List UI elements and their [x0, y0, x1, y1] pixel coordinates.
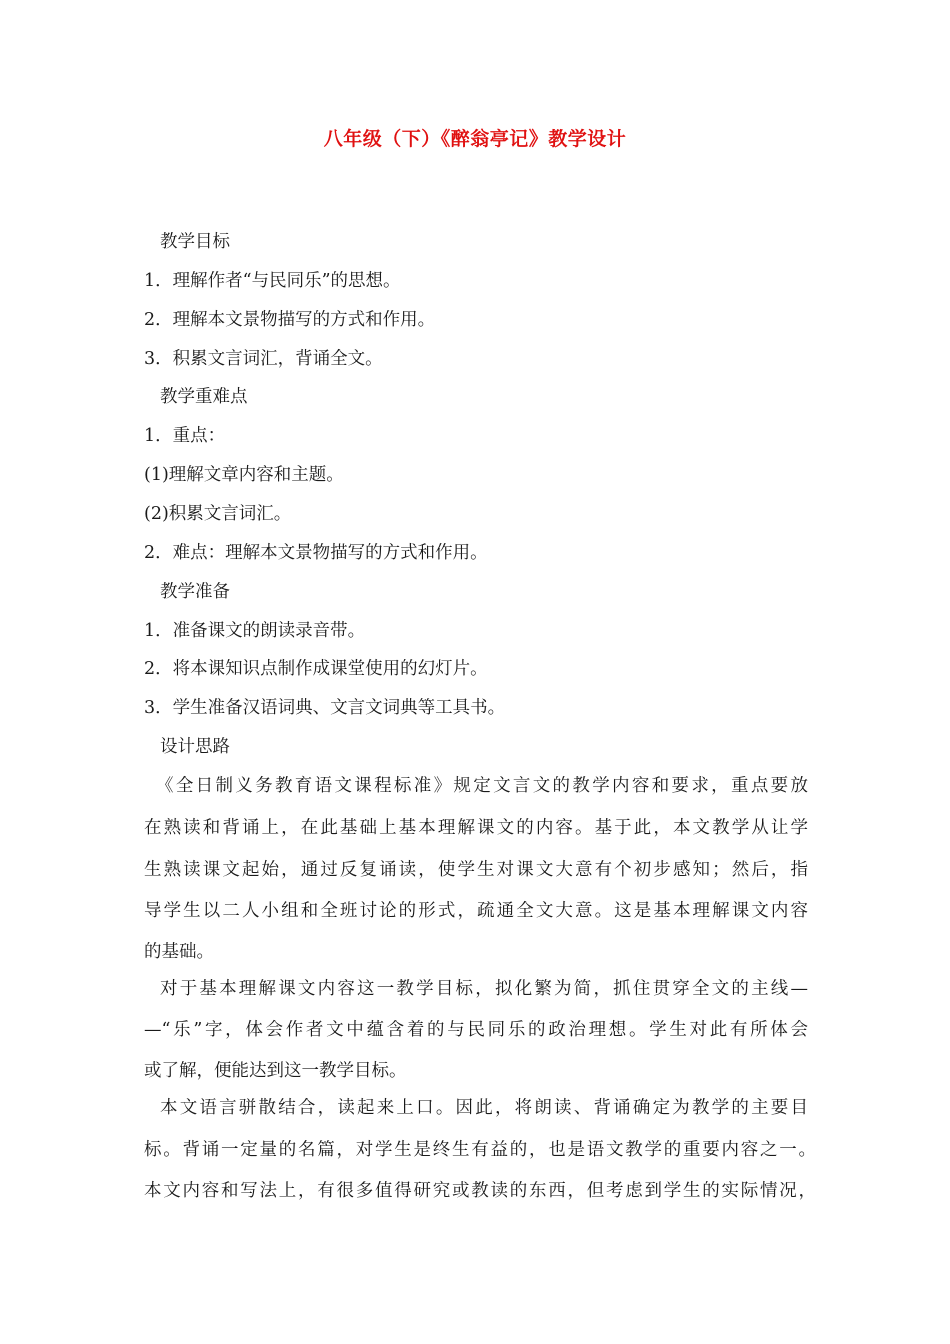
section-heading-goals: 教学目标: [160, 232, 230, 252]
paragraph-line: 导学生以二人小组和全班讨论的形式，疏通全文大意。这是基本理解课文内容: [144, 901, 808, 921]
section-heading-key-points: 教学重难点: [160, 387, 248, 407]
paragraph-line: 本文语言骈散结合，读起来上口。因此，将朗读、背诵确定为教学的主要目: [160, 1098, 808, 1118]
key-point-item: 2．难点：理解本文景物描写的方式和作用。: [144, 543, 488, 563]
section-heading-preparation: 教学准备: [160, 582, 230, 602]
paragraph-line: 标。背诵一定量的名篇，对学生是终生有益的，也是语文教学的重要内容之一。: [144, 1140, 816, 1160]
goal-item: 1．理解作者“与民同乐”的思想。: [144, 271, 401, 291]
document-title: 八年级（下）《醉翁亭记》教学设计: [323, 128, 627, 150]
paragraph-line: 的基础。: [144, 942, 214, 962]
paragraph-line: 本文内容和写法上，有很多值得研究或教读的东西，但考虑到学生的实际情况，: [144, 1181, 816, 1201]
section-heading-design: 设计思路: [160, 737, 230, 757]
paragraph-line: 《全日制义务教育语文课程标准》规定文言文的教学内容和要求，重点要放: [156, 776, 808, 796]
key-point-item: 1．重点：: [144, 426, 226, 446]
paragraph-line: —“乐”字，体会作者文中蕴含着的与民同乐的政治理想。学生对此有所体会: [144, 1020, 808, 1040]
key-point-item: (2)积累文言词汇。: [144, 504, 292, 524]
paragraph-line: 生熟读课文起始，通过反复诵读，使学生对课文大意有个初步感知；然后，指: [144, 860, 808, 880]
prep-item: 3．学生准备汉语词典、文言文词典等工具书。: [144, 698, 506, 718]
goal-item: 3．积累文言词汇，背诵全文。: [144, 349, 383, 369]
prep-item: 1．准备课文的朗读录音带。: [144, 621, 366, 641]
key-point-item: (1)理解文章内容和主题。: [144, 465, 344, 485]
paragraph-line: 或了解，便能达到这一教学目标。: [144, 1061, 407, 1081]
goal-item: 2．理解本文景物描写的方式和作用。: [144, 310, 436, 330]
paragraph-line: 在熟读和背诵上，在此基础上基本理解课文的内容。基于此，本文教学从让学: [144, 818, 808, 838]
prep-item: 2．将本课知识点制作成课堂使用的幻灯片。: [144, 659, 488, 679]
paragraph-line: 对于基本理解课文内容这一教学目标，拟化繁为简，抓住贯穿全文的主线—: [160, 979, 808, 999]
